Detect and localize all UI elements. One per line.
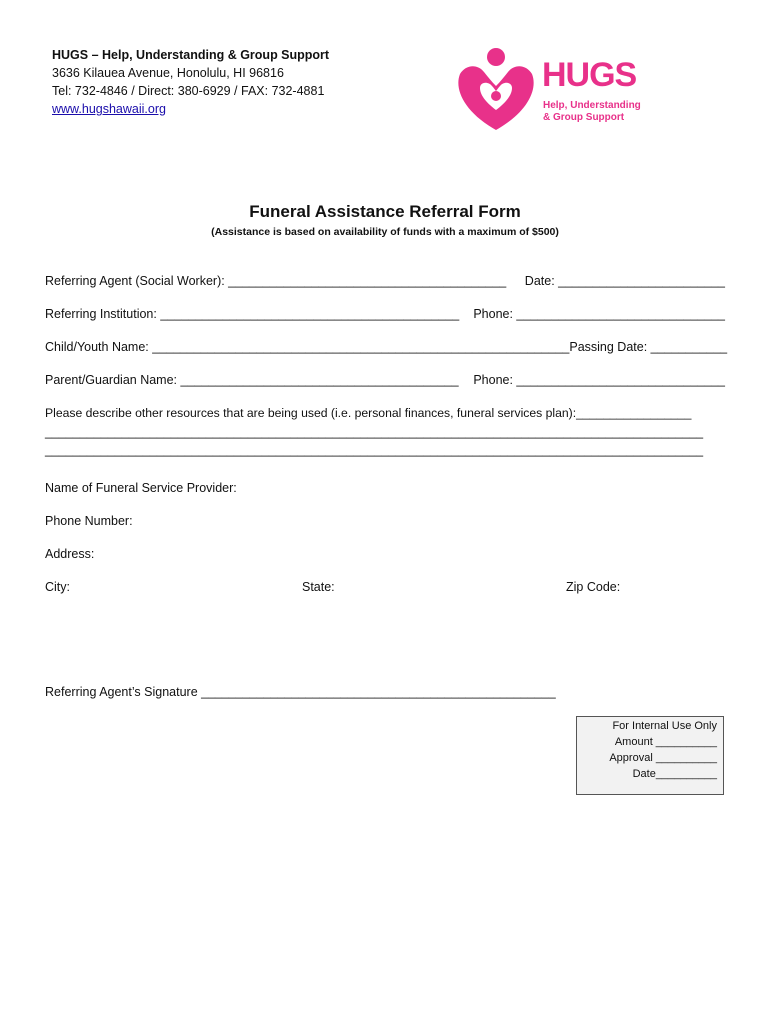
form-title: Funeral Assistance Referral Form: [249, 202, 521, 221]
logo-tagline-2: & Group Support: [543, 112, 625, 123]
resources-line-1[interactable]: ______________________________________________________________________________________________: [45, 425, 704, 439]
state-label: State:: [302, 580, 335, 594]
internal-use-heading: For Internal Use Only: [612, 720, 717, 732]
org-address: 3636 Kilauea Avenue, Honolulu, HI 96816: [52, 66, 284, 80]
internal-approval-field[interactable]: Approval __________: [609, 752, 717, 764]
date-field[interactable]: Date: ________________________: [524, 274, 725, 288]
referring-institution-row: [45, 307, 725, 321]
internal-amount-field[interactable]: Amount __________: [614, 736, 717, 748]
org-phones: Tel: 732-4846 / Direct: 380-6929 / FAX: 732-4881: [52, 84, 325, 98]
parent-name-row: [45, 373, 725, 387]
phone-field-2[interactable]: Phone: ______________________________: [473, 373, 725, 387]
logo-tagline-1: Help, Understanding: [543, 100, 641, 111]
referring-agent-row: [45, 274, 725, 288]
hugs-logo: [452, 44, 652, 134]
provider-phone-label: Phone Number:: [45, 514, 133, 528]
parent-name-field[interactable]: Parent/Guardian Name: ________________________________________: [45, 373, 459, 387]
internal-date-field[interactable]: Date__________: [632, 768, 717, 780]
city-label: City:: [45, 580, 70, 594]
child-name-field[interactable]: Child/Youth Name: ____________________________________________________________: [45, 340, 570, 354]
org-website-link[interactable]: www.hugshawaii.org: [52, 102, 166, 116]
passing-date-field[interactable]: Passing Date: ___________: [569, 340, 728, 354]
referring-institution-field[interactable]: Referring Institution: ___________________________________________: [45, 307, 460, 321]
zip-label: Zip Code:: [566, 580, 621, 594]
org-name: HUGS – Help, Understanding & Group Support: [52, 48, 330, 62]
signature-field[interactable]: Referring Agent’s Signature ___________________________________________________: [45, 685, 556, 699]
resources-line-2[interactable]: ______________________________________________________________________________________________: [45, 443, 704, 457]
provider-address-label: Address:: [45, 547, 95, 561]
logo-wordmark: HUGS: [542, 56, 637, 94]
form-subtitle: (Assistance is based on availability of funds with a maximum of $500): [211, 226, 559, 238]
internal-use-box: [576, 716, 724, 795]
provider-name-label: Name of Funeral Service Provider:: [45, 481, 237, 495]
child-name-row: [45, 340, 728, 354]
phone-field-1[interactable]: Phone: ______________________________: [473, 307, 725, 321]
referring-agent-field[interactable]: Referring Agent (Social Worker): ________________________________________: [45, 274, 507, 288]
resources-field[interactable]: Please describe other resources that are being used (i.e. personal finances, funeral services plan):_________________: [45, 406, 692, 420]
